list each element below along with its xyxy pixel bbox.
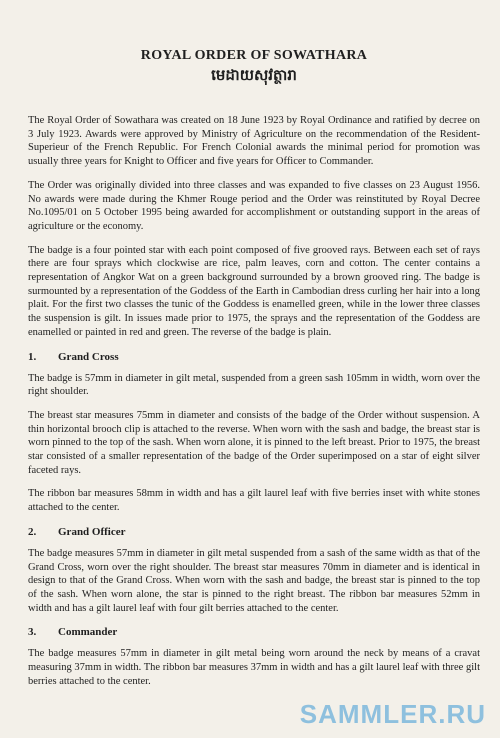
- section-paragraph: The breast star measures 75mm in diameter and consists of the badge of the Order without suspension. A thin horizontal brooch clip is attached to the reverse. When worn with the sash and badge, the breast star is worn pinned to the top of the sash. When worn alone, it is pinned to the left breast. Prior to 1975, the breast star consisted of a smaller representation of the badge of the Order superimposed on a star of eight silver faceted rays.: [28, 409, 480, 476]
- watermark-text: SAMMLER.RU: [299, 699, 486, 729]
- section-paragraph: The ribbon bar measures 58mm in width and has a gilt laurel leaf with five berries inset with white stones attached to the center.: [28, 488, 480, 514]
- intro-paragraph-2: The Order was originally divided into three classes and was expanded to five classes on 23 August 1956. No awards were made during the Khmer Rouge period and the Order was reinstituted by Royal Decree No.1095/01 on 5 October 1995 being awarded for accomplishment or outstanding support in the areas of agriculture or the economy.: [28, 179, 480, 232]
- section-paragraph: The badge is 57mm in diameter in gilt metal, suspended from a green sash 105mm in width, worn over the right shoulder.: [28, 372, 480, 398]
- page-subtitle-khmer: មេដាយសុវត្ថារា: [211, 68, 297, 84]
- section-heading-grand-officer: [28, 526, 480, 538]
- section-number: 3.: [28, 626, 37, 639]
- section-title: Commander: [58, 626, 118, 639]
- intro-paragraph-1: The Royal Order of Sowathara was created on 18 June 1923 by Royal Ordinance and ratified by decree on 3 July 1923. Awards were approved by Ministry of Agriculture on the recommendation of the Resident-Superieur of the French Republic. For French Colonial awards the minimal period for promotion was usually three years for Knight to Officer and five years for Officer to Commander.: [28, 115, 480, 168]
- section-heading-commander: [28, 626, 480, 638]
- section-title: Grand Cross: [58, 350, 119, 363]
- section-number: 2.: [28, 525, 37, 538]
- section-paragraph: The badge measures 57mm in diameter in gilt metal suspended from a sash of the same width as that of the Grand Cross, worn over the right shoulder. The breast star measures 70mm in diameter and is identical in design to that of the Grand Cross. When worn with the sash and badge, the breast star is pinned to the top of the sash. When worn alone, the star is pinned to the right breast. The ribbon bar measures 52mm in width and has a gilt laurel leaf with four gilt berries attached to the center.: [28, 547, 480, 614]
- section-paragraph: The badge measures 57mm in diameter in gilt metal being worn around the neck by means of a cravat measuring 37mm in width. The ribbon bar measures 37mm in width and has a gilt laurel leaf with three gilt berries attached to the center.: [28, 648, 480, 687]
- section-title: Grand Officer: [58, 525, 126, 538]
- section-heading-grand-cross: [28, 351, 480, 363]
- section-number: 1.: [28, 350, 37, 363]
- intro-paragraph-3: The badge is a four pointed star with each point composed of five grooved rays. Between each set of rays there are four sprays which clockwise are rice, palm leaves, corn and cotton. The center contains a representation of Angkor Wat on a green background surrounded by a brown grooved ring. The badge is surmounted by a representation of the Goddess of the Earth in Cambodian dress curling her hair into a long plait. For the first two classes the tunic of the Goddess is enamelled green, while in the lower three classes the suspension is gilt. In issues made prior to 1975, the sprays and the representation of the Goddess are enamelled or painted in red and green. The reverse of the badge is plain.: [28, 244, 480, 338]
- page-title: ROYAL ORDER OF SOWATHARA: [140, 48, 368, 63]
